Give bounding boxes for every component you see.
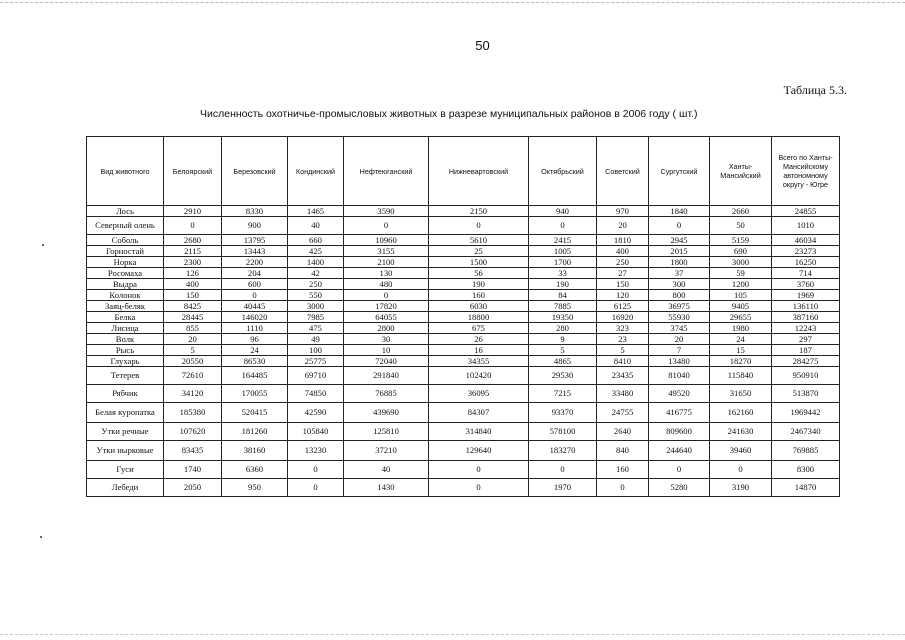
value-cell: 280 xyxy=(529,323,597,334)
species-cell: Норка xyxy=(87,257,164,268)
value-cell: 425 xyxy=(288,246,344,257)
value-cell: 1005 xyxy=(529,246,597,257)
value-cell: 1010 xyxy=(772,217,840,235)
value-cell: 20 xyxy=(649,334,710,345)
value-cell: 23435 xyxy=(597,367,649,385)
col-header-sovetsky: Советский xyxy=(597,137,649,206)
value-cell: 115840 xyxy=(710,367,772,385)
value-cell: 105840 xyxy=(288,423,344,441)
value-cell: 714 xyxy=(772,268,840,279)
col-header-nefteyugansky: Нефтеюганский xyxy=(344,137,429,206)
value-cell: 840 xyxy=(597,441,649,461)
species-cell: Росомаха xyxy=(87,268,164,279)
species-cell: Тетерев xyxy=(87,367,164,385)
species-cell: Лисица xyxy=(87,323,164,334)
value-cell: 250 xyxy=(288,279,344,290)
table-row xyxy=(87,290,840,301)
value-cell: 8330 xyxy=(222,206,288,217)
value-cell: 93370 xyxy=(529,403,597,423)
value-cell: 72040 xyxy=(344,356,429,367)
value-cell: 164485 xyxy=(222,367,288,385)
value-cell: 40445 xyxy=(222,301,288,312)
value-cell: 40 xyxy=(344,461,429,479)
value-cell: 150 xyxy=(597,279,649,290)
species-cell: Соболь xyxy=(87,235,164,246)
value-cell: 7985 xyxy=(288,312,344,323)
table-body xyxy=(87,206,840,497)
value-cell: 1970 xyxy=(529,479,597,497)
species-cell: Утки нырковые xyxy=(87,441,164,461)
value-cell: 37 xyxy=(649,268,710,279)
species-cell: Рысь xyxy=(87,345,164,356)
value-cell: 520415 xyxy=(222,403,288,423)
table-row xyxy=(87,279,840,290)
value-cell: 17820 xyxy=(344,301,429,312)
col-header-species: Вид животного xyxy=(87,137,164,206)
value-cell: 36095 xyxy=(429,385,529,403)
species-cell: Гуси xyxy=(87,461,164,479)
col-header-kondinsky: Кондинский xyxy=(288,137,344,206)
value-cell: 950 xyxy=(222,479,288,497)
value-cell: 126 xyxy=(164,268,222,279)
col-header-oktyabrsky: Октябрьский xyxy=(529,137,597,206)
value-cell: 24855 xyxy=(772,206,840,217)
value-cell: 74850 xyxy=(288,385,344,403)
value-cell: 20 xyxy=(597,217,649,235)
value-cell: 800 xyxy=(649,290,710,301)
value-cell: 1465 xyxy=(288,206,344,217)
value-cell: 7215 xyxy=(529,385,597,403)
table-row xyxy=(87,441,840,461)
value-cell: 23 xyxy=(597,334,649,345)
value-cell: 76885 xyxy=(344,385,429,403)
value-cell: 2050 xyxy=(164,479,222,497)
value-cell: 7885 xyxy=(529,301,597,312)
value-cell: 1810 xyxy=(597,235,649,246)
species-cell: Лось xyxy=(87,206,164,217)
value-cell: 181260 xyxy=(222,423,288,441)
table-row xyxy=(87,385,840,403)
table-row xyxy=(87,461,840,479)
value-cell: 416775 xyxy=(649,403,710,423)
value-cell: 0 xyxy=(649,461,710,479)
value-cell: 9405 xyxy=(710,301,772,312)
value-cell: 39460 xyxy=(710,441,772,461)
value-cell: 8410 xyxy=(597,356,649,367)
value-cell: 162160 xyxy=(710,403,772,423)
value-cell: 2640 xyxy=(597,423,649,441)
value-cell: 16250 xyxy=(772,257,840,268)
table-row xyxy=(87,403,840,423)
value-cell: 970 xyxy=(597,206,649,217)
col-header-khanty-mansiysky: Ханты-Мансийский xyxy=(710,137,772,206)
value-cell: 18800 xyxy=(429,312,529,323)
value-cell: 0 xyxy=(222,290,288,301)
table-row xyxy=(87,301,840,312)
value-cell: 29530 xyxy=(529,367,597,385)
species-cell: Волк xyxy=(87,334,164,345)
value-cell: 250 xyxy=(597,257,649,268)
value-cell: 13480 xyxy=(649,356,710,367)
value-cell: 18270 xyxy=(710,356,772,367)
value-cell: 55930 xyxy=(649,312,710,323)
value-cell: 59 xyxy=(710,268,772,279)
value-cell: 600 xyxy=(222,279,288,290)
value-cell: 660 xyxy=(288,235,344,246)
value-cell: 439690 xyxy=(344,403,429,423)
value-cell: 4865 xyxy=(529,356,597,367)
value-cell: 2415 xyxy=(529,235,597,246)
table-row xyxy=(87,268,840,279)
col-header-beloyarsky: Белоярский xyxy=(164,137,222,206)
value-cell: 8300 xyxy=(772,461,840,479)
value-cell: 19350 xyxy=(529,312,597,323)
scan-edge-bottom xyxy=(0,634,905,635)
value-cell: 2150 xyxy=(429,206,529,217)
value-cell: 291840 xyxy=(344,367,429,385)
value-cell: 37210 xyxy=(344,441,429,461)
value-cell: 49 xyxy=(288,334,344,345)
value-cell: 28445 xyxy=(164,312,222,323)
value-cell: 0 xyxy=(529,217,597,235)
value-cell: 9 xyxy=(529,334,597,345)
value-cell: 1400 xyxy=(288,257,344,268)
col-header-total: Всего по Ханты-Мансийскому автономному округу - Югре xyxy=(772,137,840,206)
value-cell: 690 xyxy=(710,246,772,257)
value-cell: 2115 xyxy=(164,246,222,257)
value-cell: 2100 xyxy=(344,257,429,268)
value-cell: 5 xyxy=(529,345,597,356)
value-cell: 5280 xyxy=(649,479,710,497)
table-row xyxy=(87,217,840,235)
value-cell: 480 xyxy=(344,279,429,290)
value-cell: 1110 xyxy=(222,323,288,334)
value-cell: 33 xyxy=(529,268,597,279)
value-cell: 3000 xyxy=(710,257,772,268)
value-cell: 5159 xyxy=(710,235,772,246)
value-cell: 940 xyxy=(529,206,597,217)
value-cell: 0 xyxy=(344,290,429,301)
value-cell: 105 xyxy=(710,290,772,301)
value-cell: 170055 xyxy=(222,385,288,403)
scan-speck xyxy=(40,536,42,538)
value-cell: 34355 xyxy=(429,356,529,367)
species-cell: Заяц-беляк xyxy=(87,301,164,312)
value-cell: 83435 xyxy=(164,441,222,461)
value-cell: 20 xyxy=(164,334,222,345)
value-cell: 0 xyxy=(429,479,529,497)
value-cell: 24 xyxy=(222,345,288,356)
value-cell: 64055 xyxy=(344,312,429,323)
value-cell: 130 xyxy=(344,268,429,279)
species-cell: Глухарь xyxy=(87,356,164,367)
value-cell: 323 xyxy=(597,323,649,334)
table-row xyxy=(87,235,840,246)
value-cell: 314840 xyxy=(429,423,529,441)
value-cell: 6125 xyxy=(597,301,649,312)
value-cell: 185380 xyxy=(164,403,222,423)
value-cell: 81040 xyxy=(649,367,710,385)
data-table xyxy=(86,136,840,497)
scan-speck xyxy=(42,244,44,246)
value-cell: 86530 xyxy=(222,356,288,367)
value-cell: 1840 xyxy=(649,206,710,217)
value-cell: 15 xyxy=(710,345,772,356)
value-cell: 24 xyxy=(710,334,772,345)
value-cell: 204 xyxy=(222,268,288,279)
value-cell: 5610 xyxy=(429,235,529,246)
value-cell: 96 xyxy=(222,334,288,345)
value-cell: 25 xyxy=(429,246,529,257)
value-cell: 10 xyxy=(344,345,429,356)
value-cell: 146020 xyxy=(222,312,288,323)
value-cell: 2467340 xyxy=(772,423,840,441)
value-cell: 300 xyxy=(649,279,710,290)
value-cell: 0 xyxy=(429,217,529,235)
value-cell: 578100 xyxy=(529,423,597,441)
value-cell: 2660 xyxy=(710,206,772,217)
value-cell: 100 xyxy=(288,345,344,356)
value-cell: 129640 xyxy=(429,441,529,461)
value-cell: 12243 xyxy=(772,323,840,334)
value-cell: 0 xyxy=(710,461,772,479)
value-cell: 1969 xyxy=(772,290,840,301)
value-cell: 0 xyxy=(597,479,649,497)
species-cell: Утки речные xyxy=(87,423,164,441)
value-cell: 3190 xyxy=(710,479,772,497)
table-row xyxy=(87,312,840,323)
value-cell: 183270 xyxy=(529,441,597,461)
value-cell: 42 xyxy=(288,268,344,279)
value-cell: 244640 xyxy=(649,441,710,461)
value-cell: 13795 xyxy=(222,235,288,246)
value-cell: 0 xyxy=(529,461,597,479)
value-cell: 2910 xyxy=(164,206,222,217)
value-cell: 16 xyxy=(429,345,529,356)
value-cell: 284275 xyxy=(772,356,840,367)
value-cell: 1740 xyxy=(164,461,222,479)
col-header-surgutsky: Сургутский xyxy=(649,137,710,206)
value-cell: 6030 xyxy=(429,301,529,312)
table-row xyxy=(87,257,840,268)
value-cell: 1969442 xyxy=(772,403,840,423)
value-cell: 3590 xyxy=(344,206,429,217)
page-title: Численность охотничье-промысловых животных в разрезе муниципальных районов в 2006 году ( шт.) xyxy=(200,108,698,120)
value-cell: 190 xyxy=(529,279,597,290)
species-cell: Колонок xyxy=(87,290,164,301)
value-cell: 8425 xyxy=(164,301,222,312)
value-cell: 36975 xyxy=(649,301,710,312)
table-row xyxy=(87,479,840,497)
value-cell: 107620 xyxy=(164,423,222,441)
value-cell: 56 xyxy=(429,268,529,279)
value-cell: 72610 xyxy=(164,367,222,385)
value-cell: 26 xyxy=(429,334,529,345)
col-header-nizhnevartovsky: Нижневартовский xyxy=(429,137,529,206)
species-cell: Выдра xyxy=(87,279,164,290)
value-cell: 0 xyxy=(429,461,529,479)
value-cell: 50 xyxy=(710,217,772,235)
value-cell: 1980 xyxy=(710,323,772,334)
value-cell: 769885 xyxy=(772,441,840,461)
value-cell: 400 xyxy=(164,279,222,290)
value-cell: 0 xyxy=(164,217,222,235)
value-cell: 1700 xyxy=(529,257,597,268)
value-cell: 5 xyxy=(597,345,649,356)
value-cell: 950910 xyxy=(772,367,840,385)
value-cell: 3000 xyxy=(288,301,344,312)
value-cell: 0 xyxy=(649,217,710,235)
value-cell: 10960 xyxy=(344,235,429,246)
value-cell: 1800 xyxy=(649,257,710,268)
value-cell: 855 xyxy=(164,323,222,334)
table-row xyxy=(87,206,840,217)
value-cell: 241630 xyxy=(710,423,772,441)
value-cell: 14870 xyxy=(772,479,840,497)
value-cell: 2200 xyxy=(222,257,288,268)
value-cell: 120 xyxy=(597,290,649,301)
value-cell: 29655 xyxy=(710,312,772,323)
value-cell: 3155 xyxy=(344,246,429,257)
value-cell: 25775 xyxy=(288,356,344,367)
value-cell: 297 xyxy=(772,334,840,345)
value-cell: 13443 xyxy=(222,246,288,257)
value-cell: 84 xyxy=(529,290,597,301)
value-cell: 0 xyxy=(344,217,429,235)
value-cell: 2945 xyxy=(649,235,710,246)
value-cell: 900 xyxy=(222,217,288,235)
value-cell: 20550 xyxy=(164,356,222,367)
value-cell: 1500 xyxy=(429,257,529,268)
table-row xyxy=(87,323,840,334)
value-cell: 40 xyxy=(288,217,344,235)
value-cell: 150 xyxy=(164,290,222,301)
value-cell: 3745 xyxy=(649,323,710,334)
value-cell: 136110 xyxy=(772,301,840,312)
value-cell: 0 xyxy=(288,461,344,479)
value-cell: 1200 xyxy=(710,279,772,290)
species-cell: Белая куропатка xyxy=(87,403,164,423)
value-cell: 84307 xyxy=(429,403,529,423)
value-cell: 550 xyxy=(288,290,344,301)
table-row xyxy=(87,423,840,441)
value-cell: 30 xyxy=(344,334,429,345)
value-cell: 2800 xyxy=(344,323,429,334)
value-cell: 2015 xyxy=(649,246,710,257)
value-cell: 7 xyxy=(649,345,710,356)
species-cell: Белка xyxy=(87,312,164,323)
value-cell: 16920 xyxy=(597,312,649,323)
table-header-row xyxy=(87,137,840,206)
value-cell: 27 xyxy=(597,268,649,279)
table-row xyxy=(87,334,840,345)
value-cell: 0 xyxy=(288,479,344,497)
page-number: 50 xyxy=(475,38,490,53)
species-cell: Северный олень xyxy=(87,217,164,235)
table-label: Таблица 5.3. xyxy=(783,83,847,97)
table-row xyxy=(87,356,840,367)
value-cell: 5 xyxy=(164,345,222,356)
species-cell: Рябчик xyxy=(87,385,164,403)
value-cell: 42590 xyxy=(288,403,344,423)
value-cell: 49520 xyxy=(649,385,710,403)
value-cell: 387160 xyxy=(772,312,840,323)
value-cell: 33480 xyxy=(597,385,649,403)
value-cell: 2680 xyxy=(164,235,222,246)
table-row xyxy=(87,345,840,356)
value-cell: 3760 xyxy=(772,279,840,290)
table-row xyxy=(87,367,840,385)
col-header-berezovsky: Березовский xyxy=(222,137,288,206)
value-cell: 475 xyxy=(288,323,344,334)
value-cell: 31650 xyxy=(710,385,772,403)
value-cell: 24755 xyxy=(597,403,649,423)
value-cell: 187 xyxy=(772,345,840,356)
value-cell: 190 xyxy=(429,279,529,290)
value-cell: 2300 xyxy=(164,257,222,268)
species-cell: Горностай xyxy=(87,246,164,257)
value-cell: 1430 xyxy=(344,479,429,497)
value-cell: 675 xyxy=(429,323,529,334)
value-cell: 513870 xyxy=(772,385,840,403)
value-cell: 46034 xyxy=(772,235,840,246)
value-cell: 69710 xyxy=(288,367,344,385)
value-cell: 23273 xyxy=(772,246,840,257)
value-cell: 38160 xyxy=(222,441,288,461)
value-cell: 160 xyxy=(429,290,529,301)
species-cell: Лебеди xyxy=(87,479,164,497)
value-cell: 13230 xyxy=(288,441,344,461)
table-row xyxy=(87,246,840,257)
value-cell: 34120 xyxy=(164,385,222,403)
value-cell: 125810 xyxy=(344,423,429,441)
value-cell: 6360 xyxy=(222,461,288,479)
scan-edge-top xyxy=(0,2,905,3)
value-cell: 102420 xyxy=(429,367,529,385)
value-cell: 160 xyxy=(597,461,649,479)
value-cell: 809600 xyxy=(649,423,710,441)
value-cell: 400 xyxy=(597,246,649,257)
